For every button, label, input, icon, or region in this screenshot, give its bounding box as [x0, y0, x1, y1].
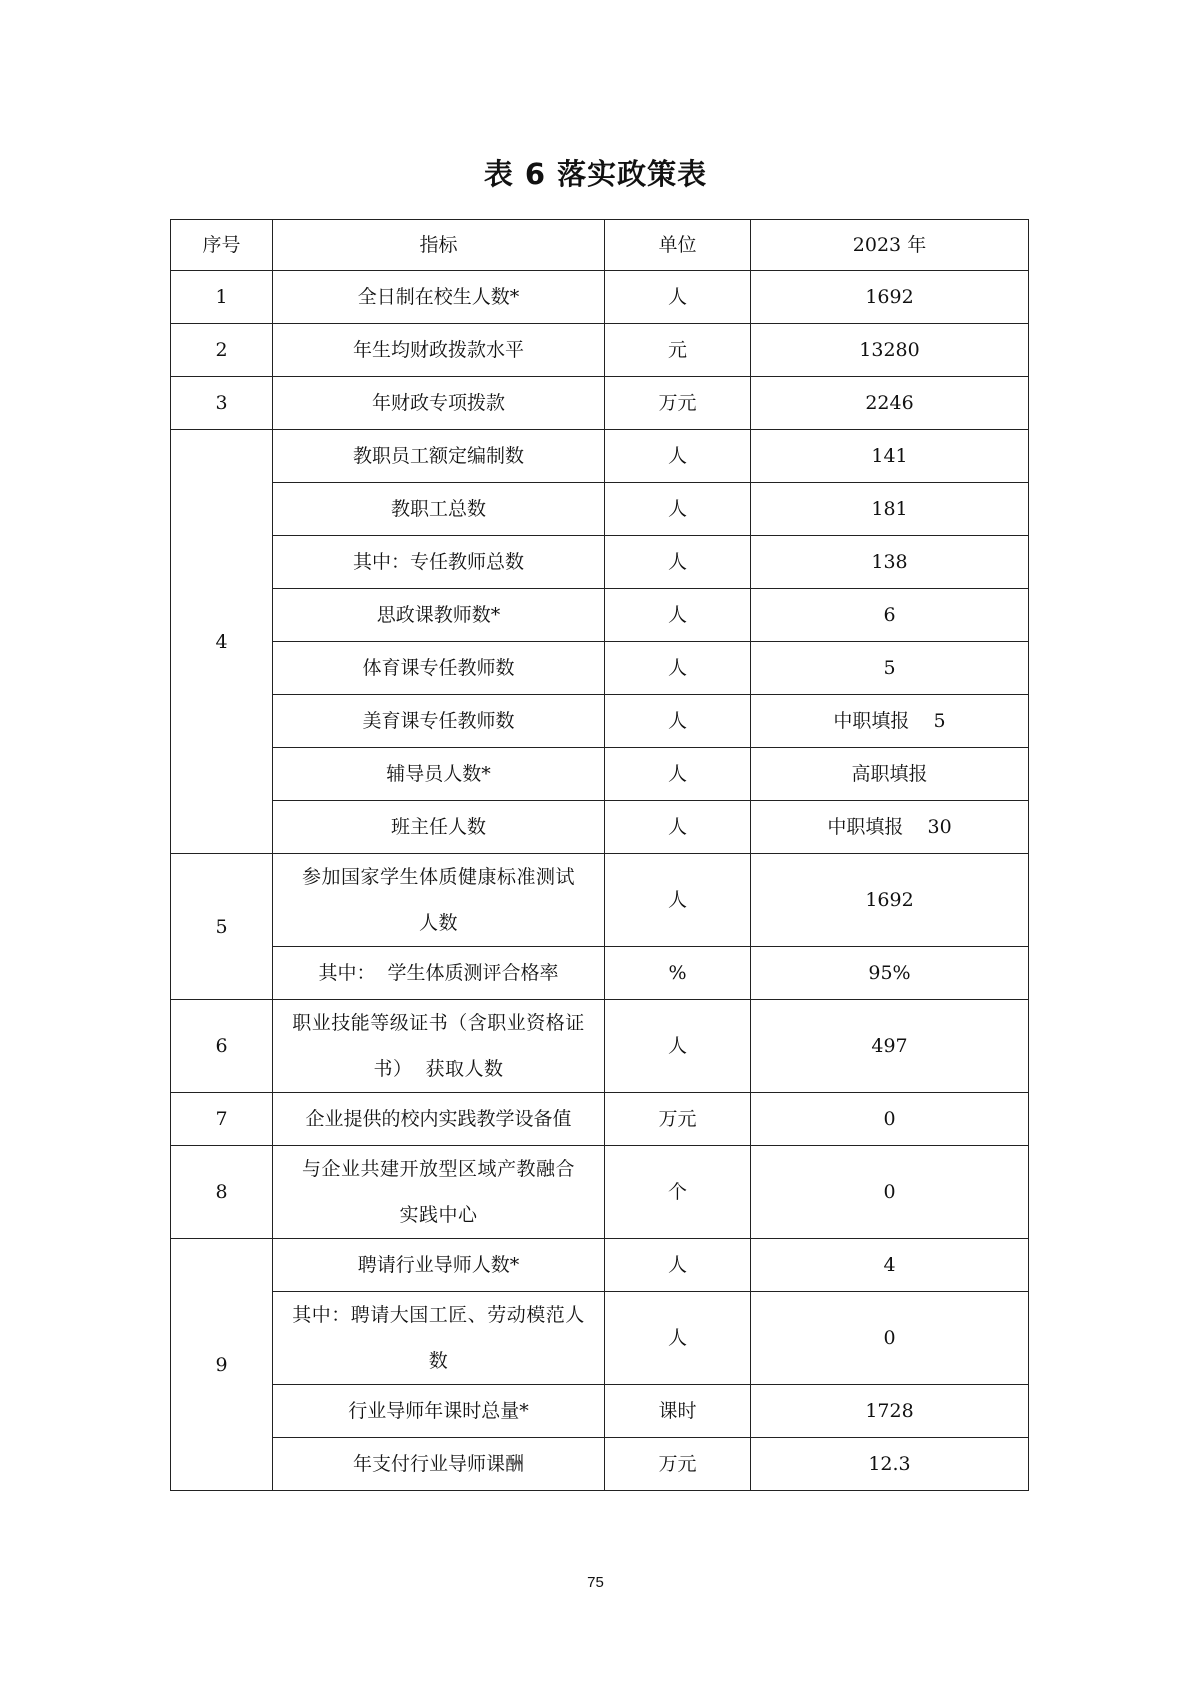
row-value: 5 [751, 642, 1029, 695]
row-unit: 人 [605, 483, 751, 536]
row-unit: 人 [605, 1000, 751, 1093]
table-row [171, 271, 1029, 324]
row-seq: 9 [171, 1239, 273, 1491]
row-value: 1728 [751, 1385, 1029, 1438]
row-value: 高职填报 [751, 748, 1029, 801]
row-indicator: 班主任人数 [273, 801, 605, 854]
row-unit: 人 [605, 695, 751, 748]
header-indicator: 指标 [273, 220, 605, 271]
row-seq: 8 [171, 1146, 273, 1239]
header-year: 2023 年 [751, 220, 1029, 271]
row-value: 0 [751, 1146, 1029, 1239]
row-unit: 个 [605, 1146, 751, 1239]
policy-table [170, 219, 1029, 1491]
row-value: 中职填报 30 [751, 801, 1029, 854]
row-unit: 人 [605, 854, 751, 947]
row-indicator [273, 1146, 605, 1239]
row-value: 4 [751, 1239, 1029, 1292]
table-row [171, 1438, 1029, 1491]
table-row [171, 1146, 1029, 1239]
row-unit: 元 [605, 324, 751, 377]
row-unit: 人 [605, 1292, 751, 1385]
row-unit: 人 [605, 1239, 751, 1292]
row-unit: 人 [605, 589, 751, 642]
row-value: 95% [751, 947, 1029, 1000]
row-indicator-line: 书） 获取人数 [373, 1058, 504, 1080]
row-indicator-line: 职业技能等级证书（含职业资格证 [292, 1012, 585, 1034]
table-header-row [171, 220, 1029, 271]
table-row [171, 324, 1029, 377]
header-seq: 序号 [171, 220, 273, 271]
table-row [171, 377, 1029, 430]
row-unit: 课时 [605, 1385, 751, 1438]
row-indicator: 思政课教师数* [273, 589, 605, 642]
table-row [171, 801, 1029, 854]
row-seq: 1 [171, 271, 273, 324]
row-indicator: 年生均财政拨款水平 [273, 324, 605, 377]
row-indicator [273, 854, 605, 947]
row-indicator-line: 实践中心 [399, 1204, 478, 1226]
row-value: 13280 [751, 324, 1029, 377]
row-indicator: 教职员工额定编制数 [273, 430, 605, 483]
table-row [171, 1292, 1029, 1385]
row-indicator: 辅导员人数* [273, 748, 605, 801]
row-indicator-line: 数 [428, 1350, 449, 1372]
table-row [171, 1385, 1029, 1438]
row-indicator [273, 1292, 605, 1385]
table-row [171, 536, 1029, 589]
row-unit: % [605, 947, 751, 1000]
row-seq: 2 [171, 324, 273, 377]
row-unit: 人 [605, 748, 751, 801]
row-indicator: 体育课专任教师数 [273, 642, 605, 695]
row-value: 2246 [751, 377, 1029, 430]
row-value: 12.3 [751, 1438, 1029, 1491]
table-row [171, 748, 1029, 801]
row-unit: 万元 [605, 1093, 751, 1146]
row-indicator-line: 与企业共建开放型区域产教融合 [301, 1158, 575, 1180]
row-unit: 万元 [605, 377, 751, 430]
row-value: 6 [751, 589, 1029, 642]
row-indicator: 企业提供的校内实践教学设备值 [273, 1093, 605, 1146]
table-row [171, 695, 1029, 748]
row-value: 1692 [751, 271, 1029, 324]
row-unit: 人 [605, 801, 751, 854]
row-value: 181 [751, 483, 1029, 536]
row-indicator-line: 人数 [418, 912, 458, 934]
row-indicator: 其中： 学生体质测评合格率 [273, 947, 605, 1000]
row-indicator: 聘请行业导师人数* [273, 1239, 605, 1292]
table-row [171, 483, 1029, 536]
row-seq: 6 [171, 1000, 273, 1093]
table-row [171, 1239, 1029, 1292]
table-row [171, 947, 1029, 1000]
row-value: 138 [751, 536, 1029, 589]
row-seq: 4 [171, 430, 273, 854]
row-indicator: 年支付行业导师课酬 [273, 1438, 605, 1491]
row-indicator [273, 1000, 605, 1093]
row-indicator: 美育课专任教师数 [273, 695, 605, 748]
row-value: 中职填报 5 [751, 695, 1029, 748]
table-row [171, 854, 1029, 947]
row-value: 1692 [751, 854, 1029, 947]
row-indicator: 教职工总数 [273, 483, 605, 536]
table-row [171, 430, 1029, 483]
row-indicator: 其中：专任教师总数 [273, 536, 605, 589]
row-seq: 3 [171, 377, 273, 430]
row-value: 141 [751, 430, 1029, 483]
row-seq: 5 [171, 854, 273, 1000]
row-value: 497 [751, 1000, 1029, 1093]
row-value: 0 [751, 1093, 1029, 1146]
row-unit: 人 [605, 430, 751, 483]
table-row [171, 1000, 1029, 1093]
row-indicator: 全日制在校生人数* [273, 271, 605, 324]
header-unit: 单位 [605, 220, 751, 271]
row-indicator-line: 参加国家学生体质健康标准测试 [301, 866, 575, 888]
row-seq: 7 [171, 1093, 273, 1146]
row-value: 0 [751, 1292, 1029, 1385]
table-row [171, 642, 1029, 695]
page-number: 75 [587, 1574, 604, 1591]
table-row [171, 589, 1029, 642]
row-indicator-line: 其中：聘请大国工匠、劳动模范人 [292, 1304, 585, 1326]
row-indicator: 年财政专项拨款 [273, 377, 605, 430]
row-unit: 人 [605, 536, 751, 589]
page-title: 表 6 落实政策表 [483, 157, 708, 191]
table-row [171, 1093, 1029, 1146]
row-indicator: 行业导师年课时总量* [273, 1385, 605, 1438]
row-unit: 万元 [605, 1438, 751, 1491]
row-unit: 人 [605, 271, 751, 324]
row-unit: 人 [605, 642, 751, 695]
